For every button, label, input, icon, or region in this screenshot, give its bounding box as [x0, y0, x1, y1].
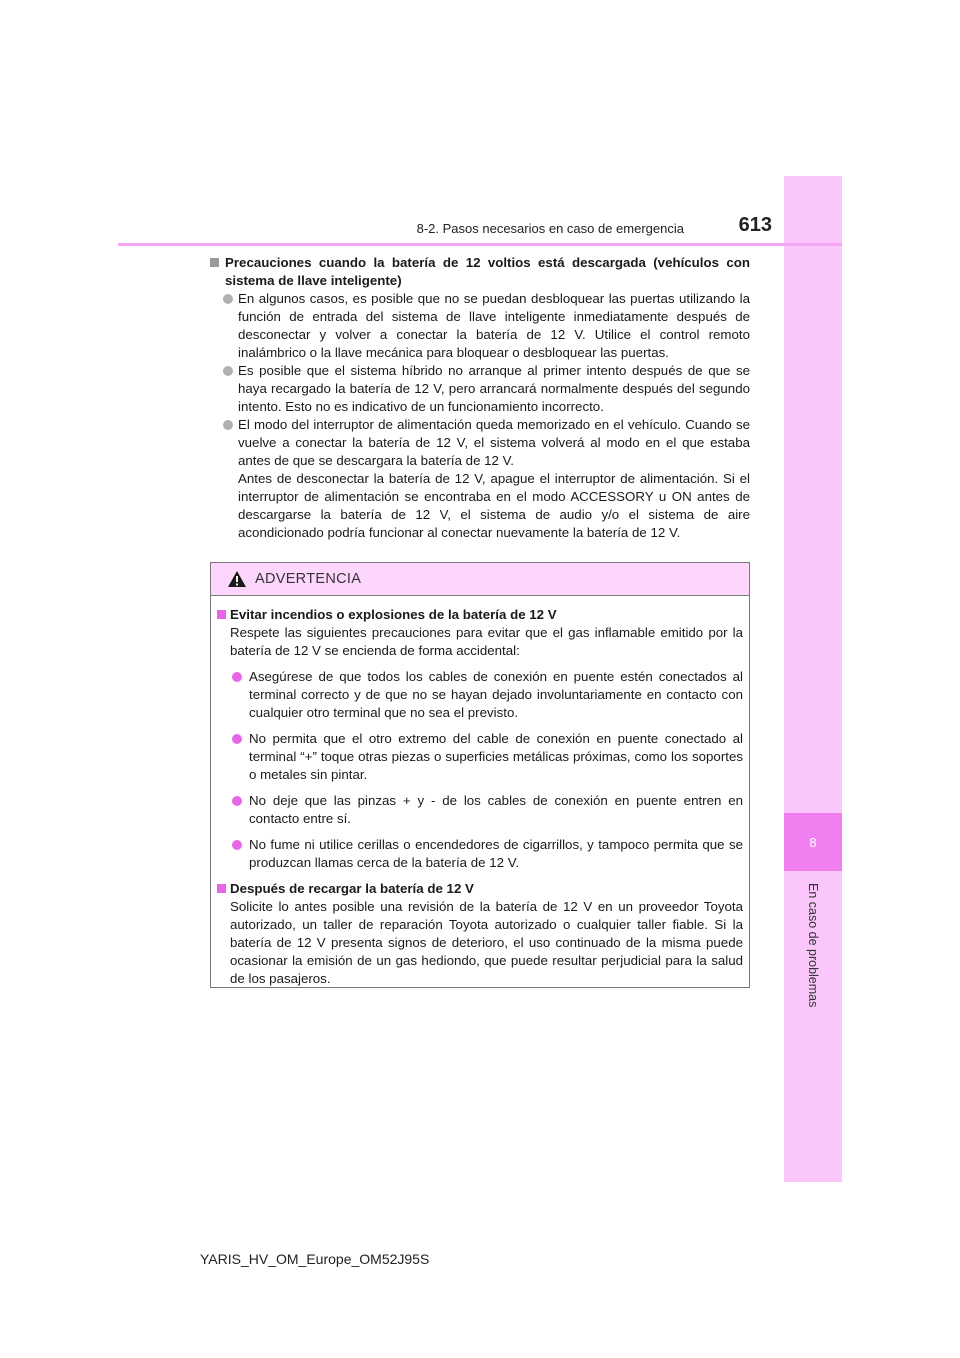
square-bullet-icon — [217, 884, 226, 893]
chapter-number: 8 — [784, 813, 842, 871]
warning-header — [211, 563, 749, 596]
section-title: 8-2. Pasos necesarios en caso de emergencia — [416, 221, 684, 236]
square-bullet-icon — [210, 258, 219, 267]
warning-section-heading: Después de recargar la batería de 12 V — [217, 880, 743, 898]
warning-text: Solicite lo antes posible una revisión de la batería de 12 V en un proveedor Toyota autorizado, un taller de reparación Toyota autorizado o cualquier taller fiable. Si la batería de 12 V presenta signos de deterioro, el uso continuado de la misma puede ocasionar la emisión de un gas hediondo, que puede resultar perjudicial para la salud de los pasajeros. — [230, 899, 743, 986]
circle-bullet-icon — [232, 796, 242, 806]
list-item: No deje que las pinzas + y - de los cables de conexión en puente entren en contacto entre sí. — [217, 792, 743, 828]
page-number: 613 — [738, 214, 772, 236]
chapter-label — [784, 875, 842, 1015]
main-content — [210, 254, 750, 551]
document-code: YARIS_HV_OM_Europe_OM52J95S — [200, 1251, 430, 1267]
circle-bullet-icon — [223, 366, 233, 376]
circle-bullet-icon — [223, 420, 233, 430]
warning-triangle-icon — [227, 570, 247, 588]
header-divider — [118, 243, 842, 246]
list-item: El modo del interruptor de alimentación queda memorizado en el vehículo. Cuando se vuelve a conectar la batería de 12 V, el sistema volverá al modo en el que estaba antes de que se descargara la batería de 12 V. Antes de desconectar la batería de 12 V, apague el interruptor de alimentación. Si el interruptor de alimentación se encontraba en el modo ACCESSORY u ON antes de descargarse la batería de 12 V, el sistema de audio y/o el sistema de aire acondicionado podría funcionar al conectar nuevamente la batería de 12 V. — [210, 416, 750, 542]
list-item: No fume ni utilice cerillas o encendedores de cigarrillos, y tampoco permita que se produzcan llamas cerca de la batería de 12 V. — [217, 836, 743, 872]
warning-section-heading: Evitar incendios o explosiones de la batería de 12 V — [217, 606, 743, 624]
circle-bullet-icon — [232, 672, 242, 682]
chapter-label-text: En caso de problemas — [806, 882, 820, 1008]
square-bullet-icon — [217, 610, 226, 619]
list-item: No permita que el otro extremo del cable de conexión en puente conectado al terminal “+” toque otras piezas o superficies metálicas próximas, como los soportes o metales sin pintar. — [217, 730, 743, 784]
chapter-side-tab — [784, 176, 842, 1182]
list-item: Es posible que el sistema híbrido no arranque al primer intento después de que se haya recargado la batería de 12 V, pero arrancará normalmente después del segundo intento. Esto no es indicativo de un funcionamiento incorrecto. — [210, 362, 750, 416]
warning-intro: Respete las siguientes precauciones para evitar que el gas inflamable emitido por la batería de 12 V se encienda de forma accidental: — [230, 625, 743, 658]
warning-box — [210, 562, 750, 988]
precautions-heading: Precauciones cuando la batería de 12 voltios está descargada (vehículos con sistema de llave inteligente) — [210, 254, 750, 290]
list-item: Asegúrese de que todos los cables de conexión en puente estén conectados al terminal correcto y de que no se hayan dejado involuntariamente en contacto con cualquier otro terminal que no sea el previsto. — [217, 668, 743, 722]
list-item: En algunos casos, es posible que no se puedan desbloquear las puertas utilizando la función de entrada del sistema de llave inteligente inmediatamente después de desconectar y volver a conectar la batería de 12 V. Utilice el control remoto inalámbrico o la llave mecánica para bloquear o desbloquear las puertas. — [210, 290, 750, 362]
circle-bullet-icon — [232, 840, 242, 850]
circle-bullet-icon — [223, 294, 233, 304]
warning-body — [211, 596, 749, 988]
warning-title: ADVERTENCIA — [255, 571, 362, 587]
circle-bullet-icon — [232, 734, 242, 744]
